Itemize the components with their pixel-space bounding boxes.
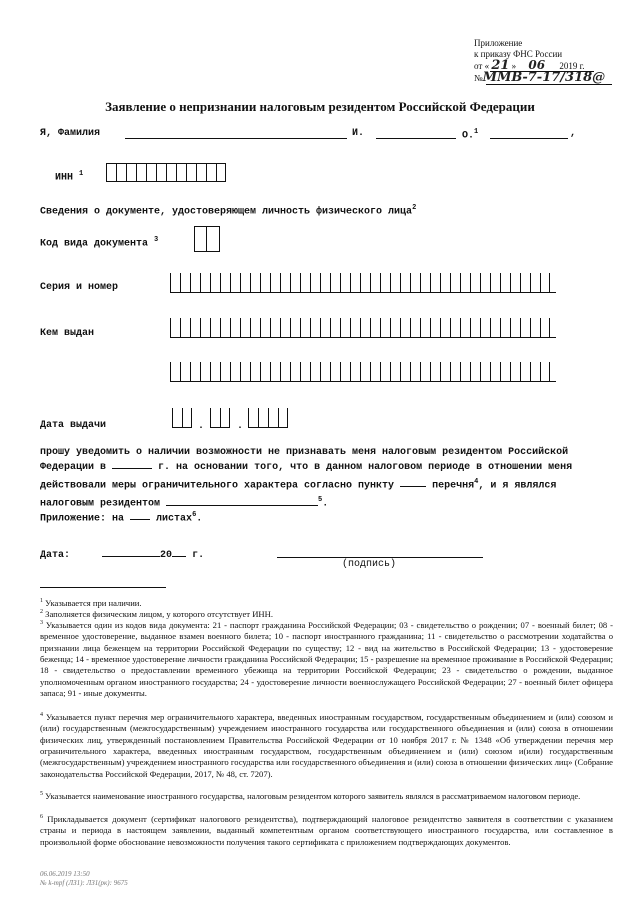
surname-label: Я, Фамилия [40,128,101,139]
issue-date-year-field[interactable] [248,408,288,428]
issue-date-label: Дата выдачи [40,420,107,431]
appendix-date-day: 21 [491,58,510,73]
doc-section-label: Сведения о документе, удостоверяющем личность физического лица$^2$ [40,204,417,218]
issued-by-label: Кем выдан [40,328,95,339]
footnote-2: $^2$ Заполняется физическим лицом, у которого отсутствует ИНН. [40,608,273,619]
inn-label: ИНН $^1$ [55,170,84,184]
footnote-4: $^4$ Указывается пункт перечня мер ограничительного характера, введенных иностранным государством, государственным объединением и (или) союзом и (или) государственным (межгосударственным) учреждением иностранного государства или государственного объединения и (или) союза в отношении физических лиц, утвержденный постановлением Правительства Российской Федерации от 10 ноября 2017 г. № 1348 «Об утверждении перечня мер ограничительного характера, введенных иностранным государством, государственным объединением и (или) союзом и(или) государственным (межгосударственным) учреждением иностранного государства или государственного объединения и (или) союза в отношении физических лиц» (Собрание законодательства Российской Федерации, 2017, № 48, ст. 7207). [40,711,613,779]
date-line: Дата: 20 г. [40,550,205,561]
signature-field[interactable] [277,557,483,558]
appendix-title: Приложение [474,38,523,48]
request-line-3: действовали меры ограничительного характера согласно пункту перечня$^4$, и я являлся [40,478,557,492]
patronymic-label: О.$^1$ [462,128,479,142]
footnote-1: $^1$ Указывается при наличии. [40,597,142,608]
appendix-date: от « 21 » 06 2019 г. [474,58,585,73]
appendix-number: №ММВ-7-17/318@ [474,70,606,85]
series-label: Серия и номер [40,282,119,293]
issue-date-day-field[interactable] [172,408,192,428]
request-line-1: прошу уведомить о наличии возможности не признавать меня налоговым резидентом Российской [40,447,569,458]
request-point-field[interactable] [400,478,426,487]
registration-stamp: 06.06.2019 13:50 № k-mpf (ЛЗ1): ЛЗ1(рк): 9675 [40,870,128,887]
name-field[interactable] [376,138,456,139]
issue-date-dot-1: . [198,421,205,432]
page-title: Заявление о непризнании налоговым резидентом Российской Федерации [105,99,535,114]
name-comma: , [570,128,577,139]
footnote-3: $^3$ Указывается один из кодов вида документа: 21 - паспорт гражданина Российской Федерации; 03 - свидетельство о рождении; 07 - военный билет; 08 - временное удостоверение, выданное взамен военного билета; 10 - паспорт иностранного гражданина; 11 - свидетельство о рассмотрении ходатайства о признании лица беженцем на территории Российской Федерации по существу; 12 - вид на жительство в Российской Федерации; 13 - удостоверение беженца; 14 - временное удостоверение личности гражданина Российской Федерации; 15 - разрешение на временное проживание в Российской Федерации; 18 - свидетельство о предоставлении временного убежища на территории Российской Федерации; 23 - свидетельство о рождении, выданное уполномоченным органом иностранного государства; 24 - удостоверение личности военнослужащего Российской Федерации; 27 - военный билет офицера запаса; 91 - иные документы. [40,619,613,699]
request-year-field[interactable] [112,460,152,469]
appendix-date-month: 06 [528,58,546,72]
appendix-block [474,38,624,84]
footnote-5: $^5$ Указывается наименование иностранного государства, налоговым резидентом которого заявитель являлся в рассматриваемом налоговом периоде. [40,790,581,801]
issue-date-month-field[interactable] [210,408,230,428]
series-number-field[interactable] [170,273,556,293]
resident-country-field[interactable] [166,497,318,506]
request-paragraph [40,445,610,512]
year-field[interactable] [172,548,186,557]
issued-by-field-1[interactable] [170,318,556,338]
request-line-2: Федерации в г. на основании того, что в данном налоговом периоде в отношении меня [40,462,573,473]
issue-date-dot-2: . [237,421,244,432]
doc-code-label: Код вида документа $^3$ [40,236,159,250]
date-field[interactable] [102,548,160,557]
doc-code-field[interactable] [194,226,220,252]
appendix-number-value: ММВ-7-17/318@ [482,70,606,85]
inn-field[interactable] [106,163,226,182]
attachment-sheets-field[interactable] [130,511,150,520]
attachment-line: Приложение: на листах$^6$. [40,511,203,525]
footnote-separator [40,587,166,588]
issued-by-field-2[interactable] [170,362,556,382]
patronymic-field[interactable] [490,138,568,139]
signature-label: (подпись) [342,559,397,570]
request-line-4: налоговым резидентом $^5$. [40,496,329,510]
name-label: И. [352,128,365,139]
appendix-order: к приказу ФНС России [474,49,563,59]
footnote-6: $^6$ Прикладывается документ (сертификат налогового резидентства), подтверждающий налоговое резидентство заявителя в соответствии с указанием страны и периода в настоящем заявлении, выданный компетентным органом соответствующего иностранного государства, или составленное в произвольной форме обоснование невозможности получения такого сертификата с приложением подтверждающих документов. [40,813,613,847]
surname-field[interactable] [125,138,347,139]
